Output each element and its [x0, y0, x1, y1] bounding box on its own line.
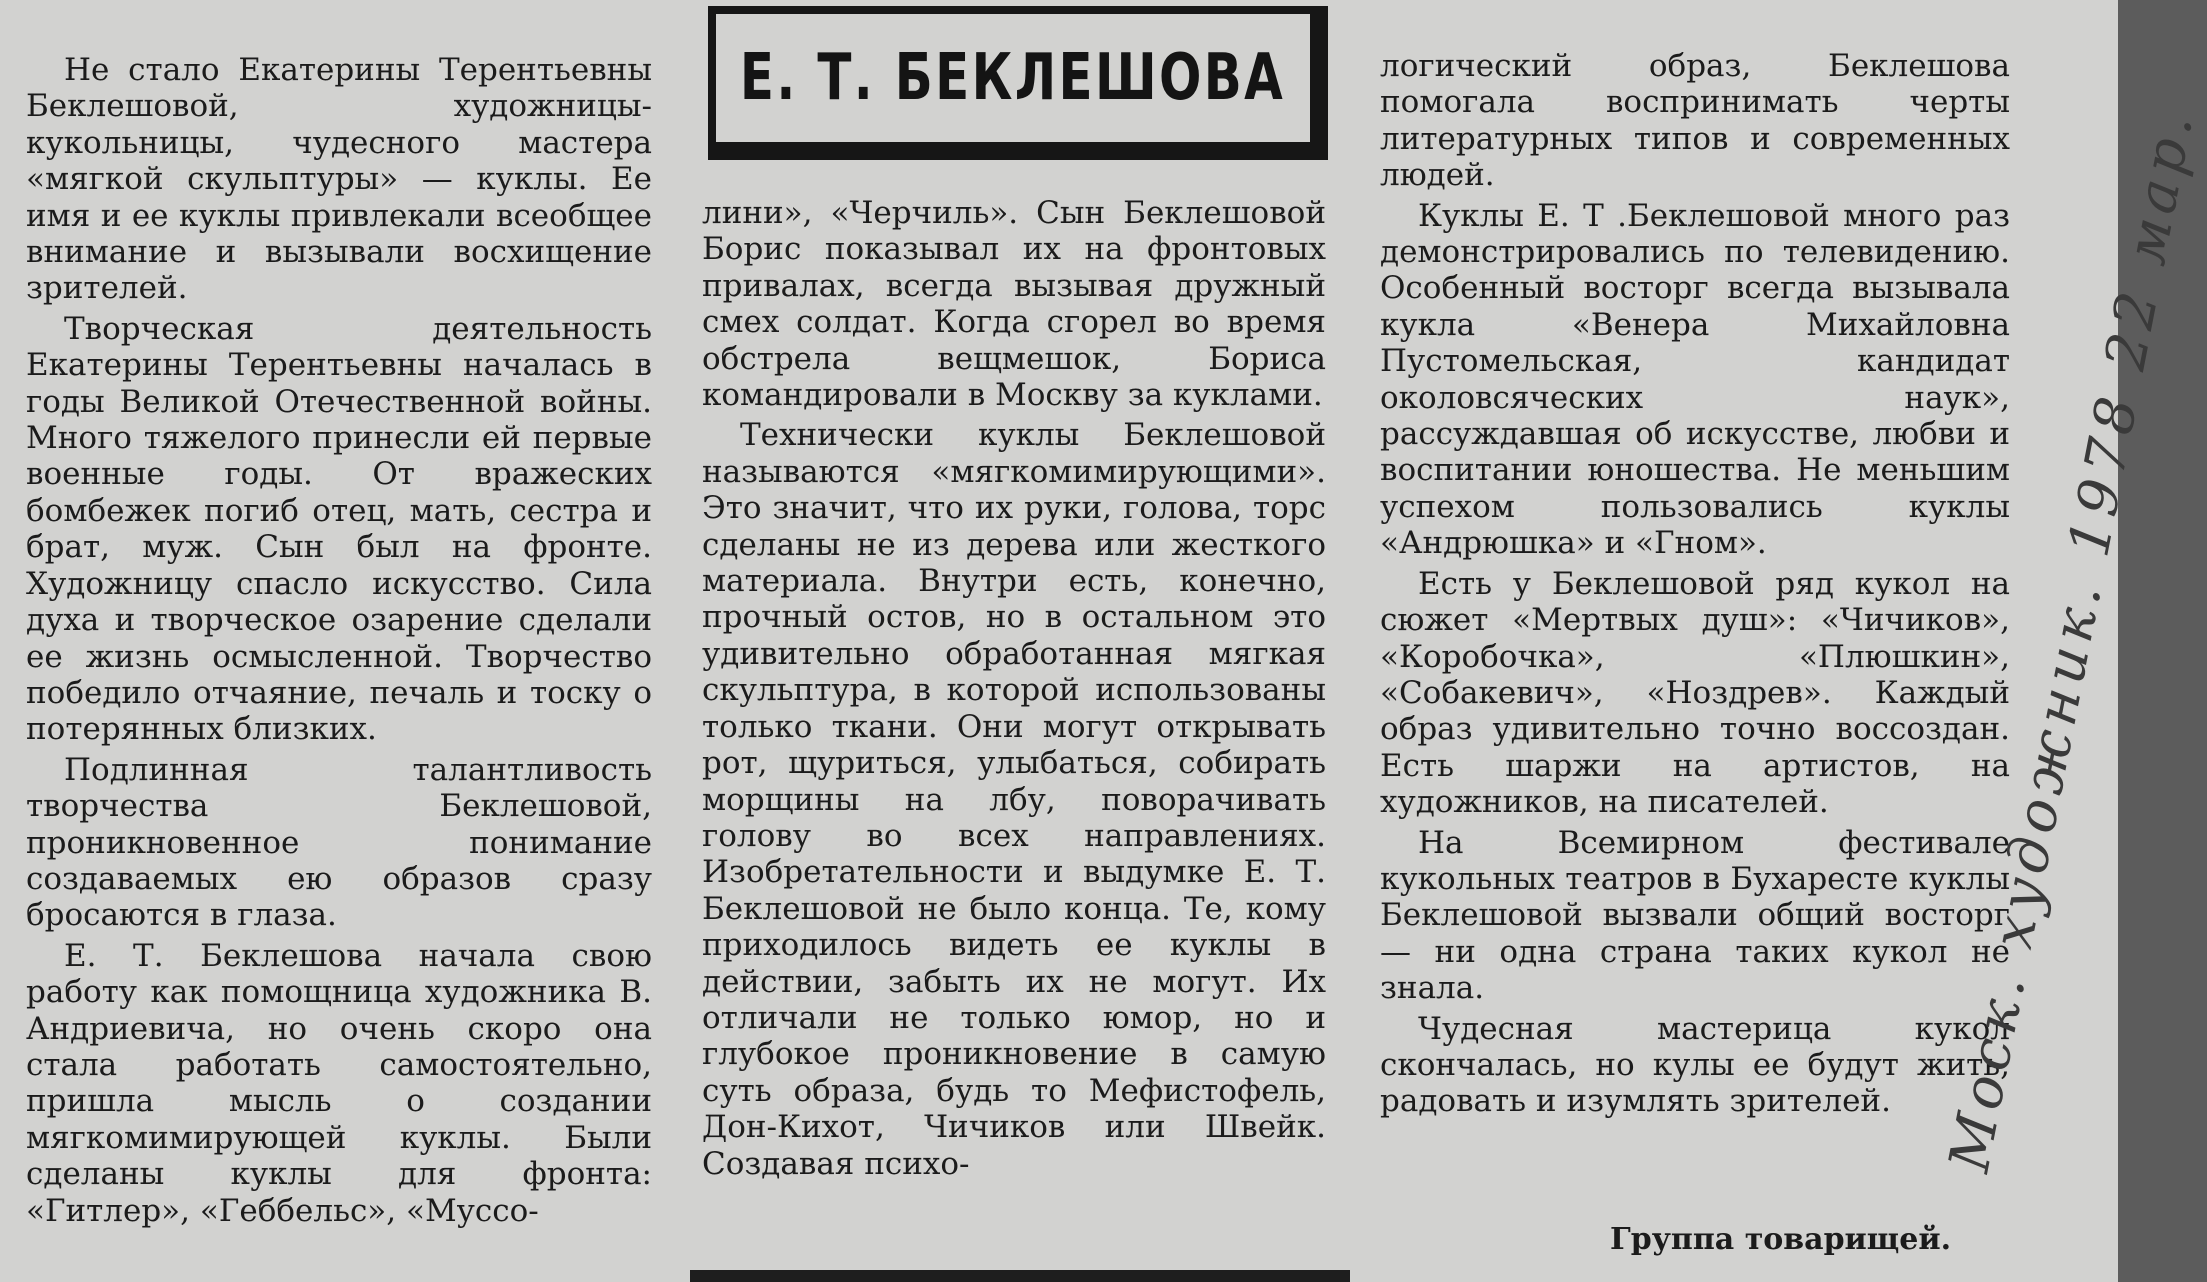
headline-box — [708, 6, 1328, 160]
article-column-1 — [26, 52, 652, 1229]
paragraph: Не стало Екатерины Терентьевны Беклешовой, художницы-кукольницы, чудесного мастера «мягкой скульптуры» — куклы. Ее имя и ее куклы привлекали всеобщее внимание и вызывали восхищение зрителей. — [26, 52, 652, 307]
paragraph: Есть у Беклешовой ряд кукол на сюжет «Мертвых душ»: «Чичиков», «Коробочка», «Плюшкин», «Собакевич», «Ноздрев». Каждый образ удивительно точно воссоздан. Есть шаржи на артистов, на художников, на писателей. — [1380, 565, 2010, 821]
paragraph: На Всемирном фестивале кукольных театров в Бухаресте куклы Беклешовой вызвали общий восторг — ни одна страна таких кукол не знала. — [1380, 824, 2010, 1007]
paragraph: Е. Т. Беклешова начала свою работу как помощница художника В. Андриевича, но очень скоро она стала работать самостоятельно, пришла мысль о создании мягкомимирующей куклы. Были сделаны куклы для фронта: «Гитлер», «Геббельс», «Муссо- — [26, 937, 652, 1229]
article-column-3 — [1380, 48, 2010, 1120]
column-divider-edge — [690, 1270, 1350, 1282]
paragraph: Творческая деятельность Екатерины Терентьевны началась в годы Великой Отечественной войны. Много тяжелого принесли ей первые военные годы. От вражеских бомбежек погиб отец, мать, сестра и брат, муж. Сын был на фронте. Художницу спасло искусство. Сила духа и творческое озарение сделали ее жизнь осмысленной. Творчество победило отчаяние, печаль и тоску о потерянных близких. — [26, 310, 652, 748]
paragraph: лини», «Черчиль». Сын Беклешовой Борис показывал их на фронтовых привалах, всегда вызывая дружный смех солдат. Когда сгорел во время обстрела вещмешок, Бориса командировали в Москву за куклами. — [702, 195, 1326, 414]
paragraph: Чудесная мастерица кукол скончалась, но кулы ее будут жить, радовать и изумлять зрителей. — [1380, 1010, 2010, 1120]
handwritten-note: Моск. художник. 1978 22 мар. — [1936, 103, 2207, 1177]
headline: Е. Т. БЕКЛЕШОВА — [740, 41, 1286, 115]
paragraph: Технически куклы Беклешовой называются «мягкомимирующими». Это значит, что их руки, голова, торс сделаны не из дерева или жесткого материала. Внутри есть, конечно, прочный остов, но в остальном это удивительно обработанная мягкая скульптура, в которой использованы только ткани. Они могут открывать рот, щуриться, улыбаться, собирать морщины на лбу, поворачивать голову во всех направлениях. Изобретательности и выдумке Е. Т. Беклешовой не было конца. Те, кому приходилось видеть ее куклы в действии, забыть их не могут. Их отличали не только юмор, но и глубокое проникновение в самую суть образа, будь то Мефистофель, Дон-Кихот, Чичиков или Швейк. Создавая психо- — [702, 417, 1326, 1182]
paragraph: Куклы Е. Т .Беклешовой много раз демонстрировались по телевидению. Особенный восторг всегда вызывала кукла «Венера Михайловна Пустомельская, кандидат околовсяческих наук», рассуждавшая об искусстве, любви и воспитании юношества. Не меньшим успехом пользовались куклы «Андрюшка» и «Гном». — [1380, 197, 2010, 562]
article-column-2 — [702, 195, 1326, 1182]
signature: Группа товарищей. — [1610, 1222, 1952, 1257]
paragraph: логический образ, Беклешова помогала воспринимать черты литературных типов и современных людей. — [1380, 48, 2010, 194]
paragraph: Подлинная талантливость творчества Беклешовой, проникновенное понимание создаваемых ею образов сразу бросаются в глаза. — [26, 751, 652, 934]
